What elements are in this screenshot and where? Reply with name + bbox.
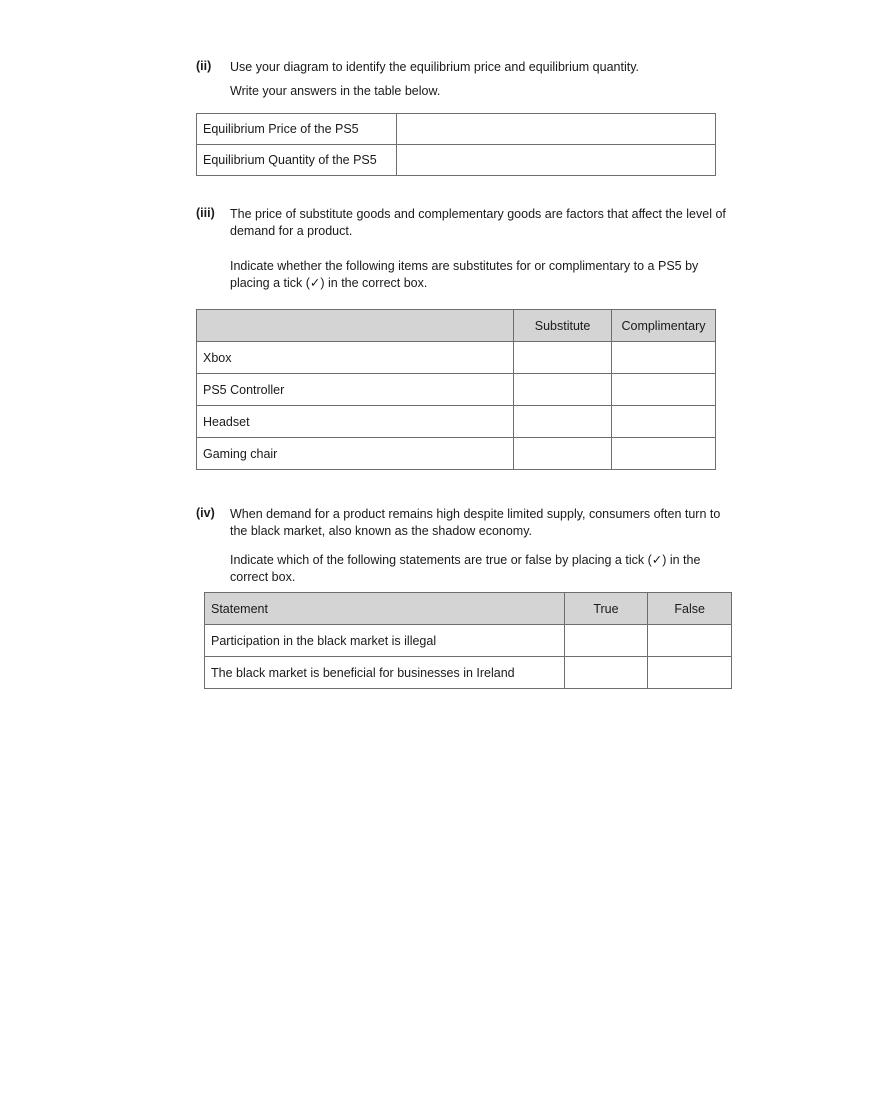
column-header-statement: Statement bbox=[205, 593, 565, 625]
statement-text: The black market is beneficial for businesses in Ireland bbox=[205, 657, 565, 689]
column-header-true: True bbox=[564, 593, 648, 625]
question-number: (iii) bbox=[196, 206, 215, 220]
item-label: Gaming chair bbox=[197, 438, 514, 470]
instruction-text: Write your answers in the table below. bbox=[230, 84, 441, 98]
item-label: PS5 Controller bbox=[197, 374, 514, 406]
instruction-text: Indicate whether the following items are substitutes for or complimentary to a PS5 by placing a tick (✓) in the correct box. bbox=[230, 259, 699, 290]
false-tick-cell[interactable] bbox=[648, 625, 732, 657]
substitute-tick-cell[interactable] bbox=[514, 342, 612, 374]
question-text: The price of substitute goods and complementary goods are factors that affect the level of demand for a product. bbox=[230, 207, 726, 238]
table-row bbox=[197, 438, 716, 470]
table-row bbox=[197, 145, 716, 176]
table-row bbox=[197, 114, 716, 145]
row-label: Equilibrium Price of the PS5 bbox=[197, 114, 397, 145]
complimentary-tick-cell[interactable] bbox=[612, 406, 716, 438]
false-tick-cell[interactable] bbox=[648, 657, 732, 689]
item-label: Xbox bbox=[197, 342, 514, 374]
complimentary-tick-cell[interactable] bbox=[612, 342, 716, 374]
question-number: (ii) bbox=[196, 59, 212, 73]
question-number: (iv) bbox=[196, 506, 215, 520]
complimentary-tick-cell[interactable] bbox=[612, 374, 716, 406]
answer-cell[interactable] bbox=[396, 145, 715, 176]
substitute-tick-cell[interactable] bbox=[514, 374, 612, 406]
equilibrium-table bbox=[196, 113, 716, 176]
table-row bbox=[197, 374, 716, 406]
table-row bbox=[205, 657, 732, 689]
instruction-text: Indicate which of the following statements are true or false by placing a tick (✓) in the correct box. bbox=[230, 553, 701, 584]
question-text: When demand for a product remains high despite limited supply, consumers often turn to the black market, also known as the shadow economy. bbox=[230, 507, 721, 538]
column-header-false: False bbox=[648, 593, 732, 625]
substitute-tick-cell[interactable] bbox=[514, 438, 612, 470]
true-tick-cell[interactable] bbox=[564, 657, 648, 689]
table-header-row bbox=[197, 310, 716, 342]
question-text: Use your diagram to identify the equilibrium price and equilibrium quantity. bbox=[230, 60, 640, 74]
question-iii bbox=[196, 206, 736, 296]
table-row bbox=[205, 625, 732, 657]
column-header-blank bbox=[197, 310, 514, 342]
substitute-complement-table bbox=[196, 309, 716, 470]
table-row bbox=[197, 342, 716, 374]
question-iv bbox=[196, 506, 736, 586]
true-tick-cell[interactable] bbox=[564, 625, 648, 657]
row-label: Equilibrium Quantity of the PS5 bbox=[197, 145, 397, 176]
item-label: Headset bbox=[197, 406, 514, 438]
answer-cell[interactable] bbox=[396, 114, 715, 145]
substitute-tick-cell[interactable] bbox=[514, 406, 612, 438]
question-ii bbox=[196, 59, 736, 99]
column-header-substitute: Substitute bbox=[514, 310, 612, 342]
table-row bbox=[197, 406, 716, 438]
column-header-complimentary: Complimentary bbox=[612, 310, 716, 342]
complimentary-tick-cell[interactable] bbox=[612, 438, 716, 470]
table-header-row bbox=[205, 593, 732, 625]
statement-text: Participation in the black market is illegal bbox=[205, 625, 565, 657]
true-false-table bbox=[204, 592, 732, 689]
